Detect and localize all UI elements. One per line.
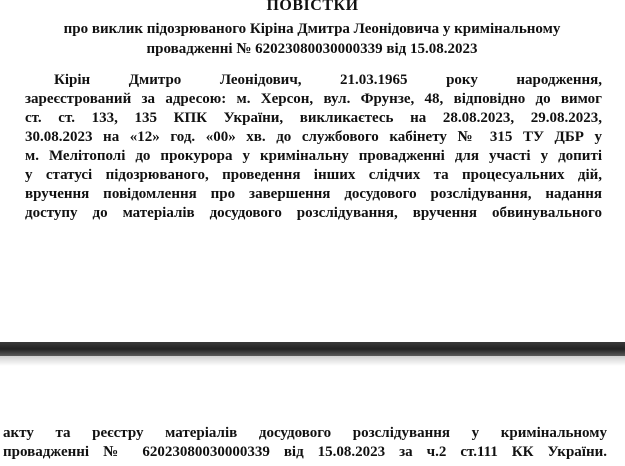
page-break-shadow (0, 356, 625, 366)
document-subtitle (16, 19, 608, 59)
body-line: зареєстрований за адресою: м. Херсон, вул. Фрунзе, 48, відповідно до вимог (25, 91, 602, 107)
body-line: ст. ст. 133, 135 КПК України, викликаєтесь на 28.08.2023, 29.08.2023, (25, 110, 602, 126)
summons-body (25, 71, 602, 223)
subtitle-line: провадженні № 62023080030000339 від 15.08.2023 (146, 41, 478, 57)
continuation-line: акту та реєстру матеріалів досудового розслідування у кримінальному (3, 425, 607, 441)
continuation-line: провадженні № 62023080030000339 від 15.08.2023 за ч.2 ст.111 КК України. (3, 444, 607, 460)
document-title: ПОВІСТКИ (266, 0, 359, 14)
summons-body-continuation (3, 424, 607, 462)
body-line: 30.08.2023 на «12» год. «00» хв. до службового кабінету № 315 ТУ ДБР у (25, 129, 602, 145)
body-line: м. Мелітополі до прокурора у кримінальну провадженні для участі у допиті (25, 148, 602, 164)
page-break-divider (0, 342, 625, 356)
body-line: вручення повідомлення про завершення досудового розслідування, надання (25, 186, 602, 202)
subtitle-line: про виклик підозрюваного Кіріна Дмитра Леонідовича у кримінальному (63, 21, 561, 37)
body-line: у статусі підозрюваного, проведення інших слідчих та процесуальних дій, (25, 167, 602, 183)
body-line: доступу до матеріалів досудового розслідування, вручення обвинувального (25, 205, 602, 221)
body-line: Кірін Дмитро Леонідович, 21.03.1965 року народження, (54, 72, 602, 88)
